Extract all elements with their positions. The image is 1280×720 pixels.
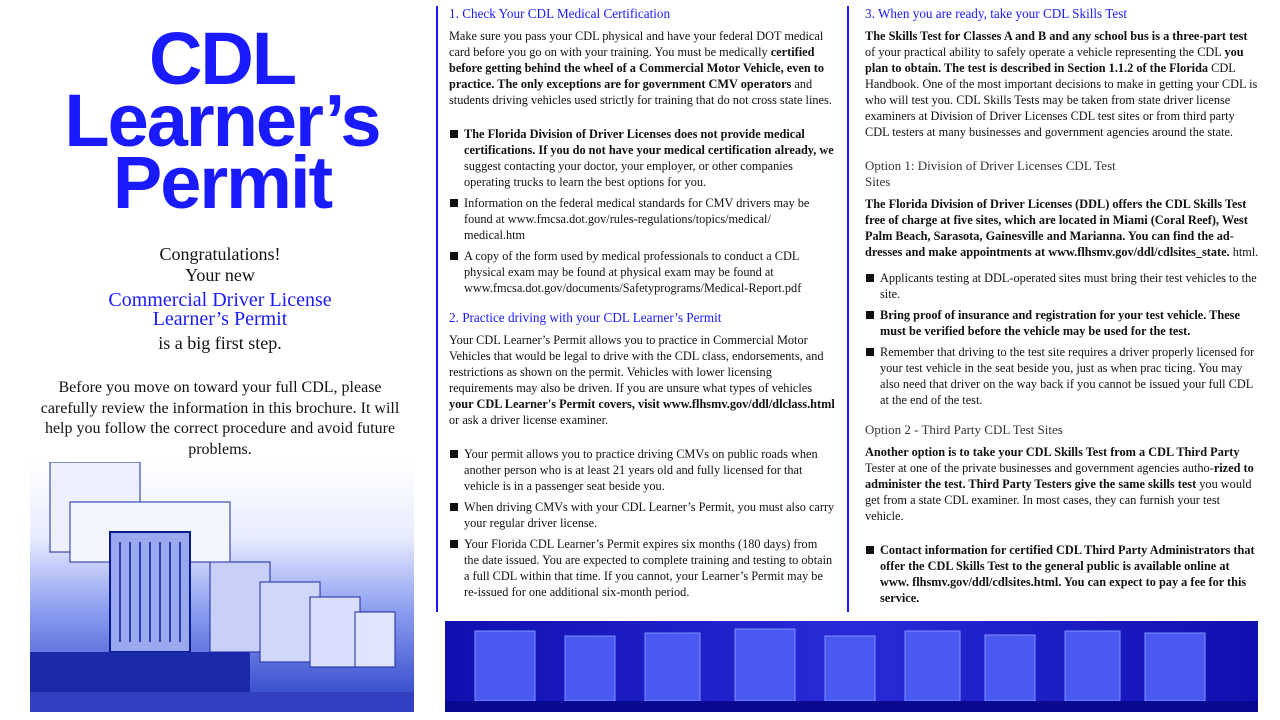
column-divider bbox=[847, 6, 849, 612]
list-item: Your permit allows you to practice driving CMVs on public roads when another person who is at least 21 years old and fully licensed for that vehicle is in a passenger seat beside you. bbox=[449, 446, 835, 494]
list-item bbox=[449, 126, 835, 190]
option1-heading: Option 1: Division of Driver Licenses CDL Test Sites bbox=[865, 158, 1116, 189]
section-paragraph bbox=[449, 28, 835, 108]
section-medical-certification bbox=[449, 6, 835, 610]
text: Make sure you pass your CDL physical and have your federal DOT medical card before you go on with your training. You must be medically bbox=[449, 29, 824, 59]
trucks-banner-photo bbox=[445, 621, 1258, 712]
section-heading: 1. Check Your CDL Medical Certification bbox=[449, 6, 671, 21]
list-item bbox=[865, 307, 1260, 339]
intro-block bbox=[30, 244, 410, 354]
list-item: Applicants testing at DDL-operated sites must bring their test vehicles to the site. bbox=[865, 270, 1260, 302]
title-line: CDL bbox=[148, 17, 296, 100]
text: of your practical ability to safely operate a vehicle representing the CDL bbox=[865, 45, 1225, 59]
list-item: Your Florida CDL Learner’s Permit expires six months (180 days) from the date issued. You are expected to complete training and testing to obtain a full CDL within that time. If you cannot, your Learner’s Permit may be re-issued for one additional six-month period. bbox=[449, 536, 835, 600]
bold-text: Bring proof of insurance and registration for your test vehicle. These must be verified before the vehicle may be used for the test. bbox=[880, 308, 1240, 338]
bullet-list bbox=[865, 270, 1260, 408]
section-paragraph bbox=[865, 444, 1260, 524]
text: and students driving vehicles used strictly for training that do not cross state lines. bbox=[449, 77, 832, 107]
intro-body: Before you move on toward your full CDL, please carefully review the information in this brochure. It will help you follow the correct procedure and avoid future problems. bbox=[40, 379, 400, 458]
bold-text: Another option is to take your CDL Skills Test from a CDL Third Party bbox=[865, 445, 1240, 459]
title-line: Learner’s bbox=[64, 79, 380, 162]
text: suggest contacting your doctor, your employer, or other companies operating trucks to learn the best options for you. bbox=[464, 159, 793, 189]
column-divider bbox=[436, 6, 438, 612]
bold-text: The Florida Division of Driver Licenses (DDL) offers the CDL Skills Test free of charge at five sites, which are located in Miami (Coral Reef), West Palm Beach, Sarasota, Gainesville and Marianna. You can find the ad-dresses and make appointments at www.flhsmv.gov/ddl/cdlsites_state. bbox=[865, 197, 1248, 259]
section-paragraph bbox=[449, 332, 835, 428]
section-paragraph bbox=[865, 196, 1260, 260]
license-name-2: Learner’s Permit bbox=[152, 308, 288, 330]
bullet-list bbox=[865, 542, 1260, 606]
section-heading: 3. When you are ready, take your CDL Skills Test bbox=[865, 6, 1128, 21]
bullet-list bbox=[449, 126, 835, 296]
bullet-list bbox=[449, 446, 835, 600]
section-paragraph bbox=[865, 28, 1260, 140]
truck-photo bbox=[30, 462, 414, 712]
congrats-text: Congratulations! bbox=[159, 244, 281, 264]
list-item: When driving CMVs with your CDL Learner’s Permit, you must also carry your regular driver license. bbox=[449, 499, 835, 531]
section-heading: 2. Practice driving with your CDL Learner’s Permit bbox=[449, 310, 722, 325]
text: or ask a driver license examiner. bbox=[449, 413, 609, 427]
first-step-text: is a big first step. bbox=[158, 333, 282, 353]
bold-text: The Skills Test for Classes A and B and any school bus is a three-part test bbox=[865, 29, 1248, 43]
license-name-1: Commercial Driver License bbox=[108, 289, 332, 311]
text: html. bbox=[1229, 245, 1259, 259]
title-line: Permit bbox=[112, 141, 332, 224]
your-new-text: Your new bbox=[185, 265, 255, 285]
list-item: Remember that driving to the test site requires a driver properly licensed for your test vehicle in the seat beside you, just as when prac ticing. You may also need that driver on the way back if you cannot be issued your full CDL at the end of the test. bbox=[865, 344, 1260, 408]
bold-text: your CDL Learner's Permit covers, visit www.flhsmv.gov/ddl/dlclass.html bbox=[449, 397, 835, 411]
bold-text: certified before getting behind the wheel of a Commercial Motor Vehicle, even to practice. The only exceptions are for government CMV operators bbox=[449, 45, 824, 91]
option2-heading: Option 2 - Third Party CDL Test Sites bbox=[865, 422, 1063, 437]
list-item bbox=[865, 542, 1260, 606]
list-item: Information on the federal medical standards for CMV drivers may be found at www.fmcsa.dot.gov/rules-regulations/topics/medical/ medical.htm bbox=[449, 195, 835, 243]
brochure-title bbox=[22, 17, 422, 224]
section-skills-test bbox=[865, 6, 1260, 616]
bold-text: rized to administer the test. Third Party Testers give the same skills test bbox=[865, 461, 1254, 491]
text: CDL Handbook. One of the most important decisions to make in getting your CDL is who will test you. CDL Skills Tests may be taken from state driver license examiners at Division of Driver Licenses CDL test sites or from third party CDL testers at many businesses and government agencies around the state. bbox=[865, 61, 1258, 139]
text: Tester at one of the private businesses and government agencies autho- bbox=[865, 461, 1214, 475]
text: you would get from a state CDL examiner. In most cases, they can furnish your test vehicle. bbox=[865, 477, 1252, 523]
bold-text: Contact information for certified CDL Third Party Administrators that offer the CDL Skills Test to the general public is available online at www. flhsmv.gov/ddl/cdlsites.html. You can expect to pay a fee for this service. bbox=[880, 543, 1255, 605]
list-item: A copy of the form used by medical professionals to conduct a CDL physical exam may be found at physical exam may be found at www.fmcsa.dot.gov/documents/Safetyprograms/Medical-Report.pdf bbox=[449, 248, 835, 296]
bold-text: you plan to obtain. The test is described in Section 1.1.2 of the Florida bbox=[865, 45, 1244, 75]
bold-text: The Florida Division of Driver Licenses does not provide medical certifications. If you do not have your medical certification already, we bbox=[464, 127, 834, 157]
text: Your CDL Learner’s Permit allows you to practice in Commercial Motor Vehicles that would be legal to drive with the CDL class, endorsements, and restrictions as shown on the permit. Vehicles with lower licensing requirements may also be driven. If you are unsure what types of vehicles bbox=[449, 333, 824, 395]
